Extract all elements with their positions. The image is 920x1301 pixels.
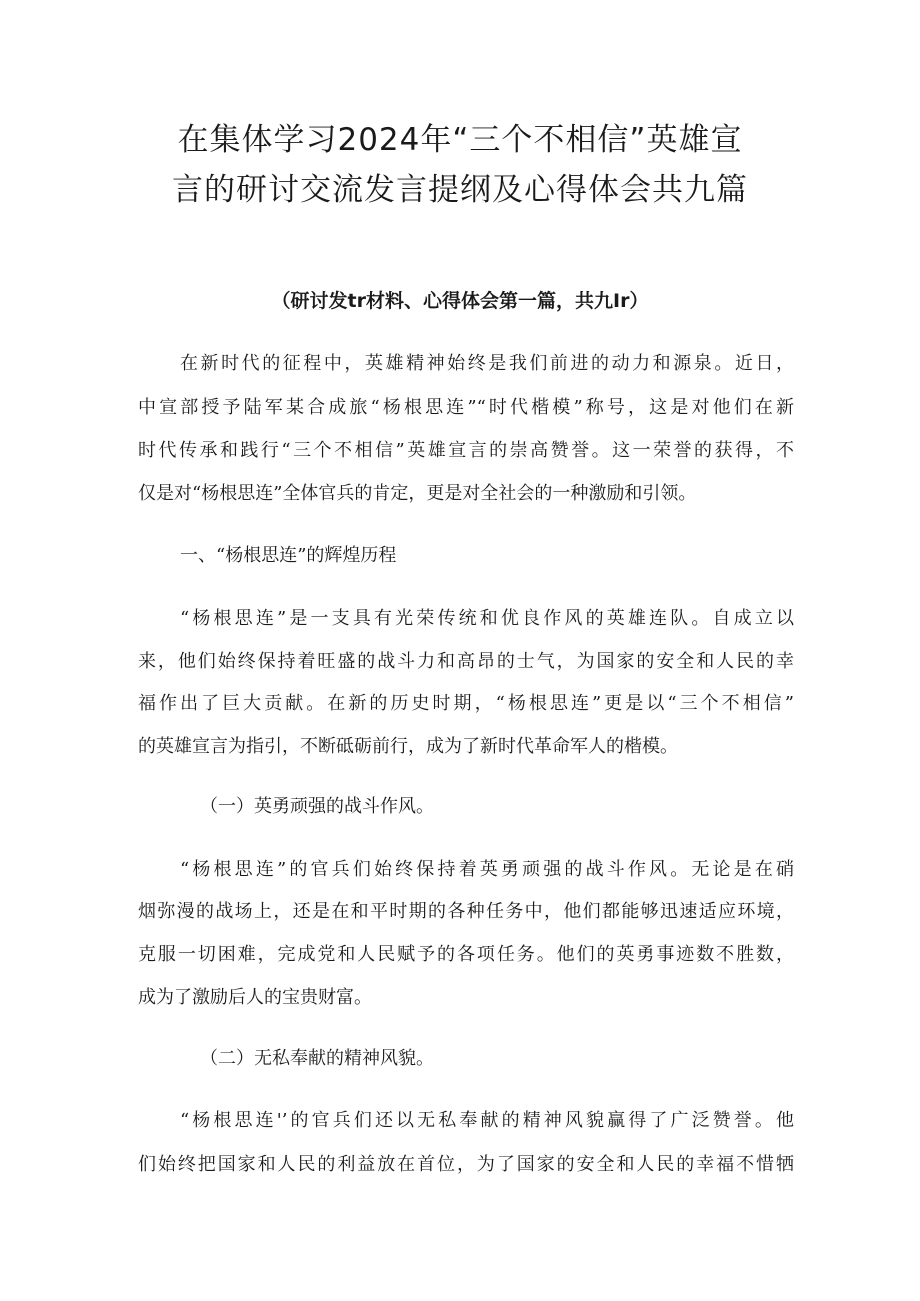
document-title-line-2: 言的研讨交流发言提纲及心得体会共九篇 (172, 172, 748, 208)
subsection-heading: （二）无私奉献的精神风貌。 (200, 1048, 434, 1069)
section-heading: 一、“杨根思连”的辉煌历程 (180, 545, 397, 566)
paragraph-line: “杨根思连”的官兵们始终保持着英勇顽强的战斗作风。无论是在硝 (180, 859, 794, 880)
document-subtitle: （研讨发tr材料、心得体会第一篇，共九Ir） (271, 290, 649, 312)
paragraph-line: “杨根思连”是一支具有光荣传统和优良作风的英雄连队。自成立以 (180, 608, 794, 629)
paragraph-line: 福作出了巨大贡献。在新的历史时期，“杨根思连”更是以“三个不相信” (138, 693, 794, 714)
paragraph-line: 们始终把国家和人民的利益放在首位，为了国家的安全和人民的幸福不惜牺 (138, 1154, 794, 1175)
paragraph-line: 成为了激励后人的宝贵财富。 (138, 987, 372, 1008)
paragraph-line: 的英雄宣言为指引，不断砥砺前行，成为了新时代革命军人的楷模。 (138, 736, 678, 757)
paragraph-line: 时代传承和践行“三个不相信”英雄宣言的崇高赞誉。这一荣誉的获得，不 (138, 440, 794, 461)
paragraph-line: 在新时代的征程中，英雄精神始终是我们前进的动力和源泉。近日， (180, 353, 794, 374)
paragraph-line: 仅是对“杨根思连”全体官兵的肯定，更是对全社会的一种激励和引领。 (138, 483, 697, 504)
paragraph-line: 克服一切困难，完成党和人民赋予的各项任务。他们的英勇事迹数不胜数， (138, 944, 794, 965)
paragraph-line: 来，他们始终保持着旺盛的战斗力和高昂的士气，为国家的安全和人民的幸 (138, 651, 794, 672)
paragraph-line: 烟弥漫的战场上，还是在和平时期的各种任务中，他们都能够迅速适应环境， (138, 901, 794, 922)
paragraph-line: 中宣部授予陆军某合成旅“杨根思连”“时代楷模”称号，这是对他们在新 (138, 397, 794, 418)
document-title-line-1: 在集体学习2024年“三个不相信”英雄宣 (177, 122, 743, 158)
subsection-heading: （一）英勇顽强的战斗作风。 (200, 796, 434, 817)
paragraph-line: “杨根思连'’的官兵们还以无私奉献的精神风貌赢得了广泛赞誉。他 (180, 1110, 794, 1131)
